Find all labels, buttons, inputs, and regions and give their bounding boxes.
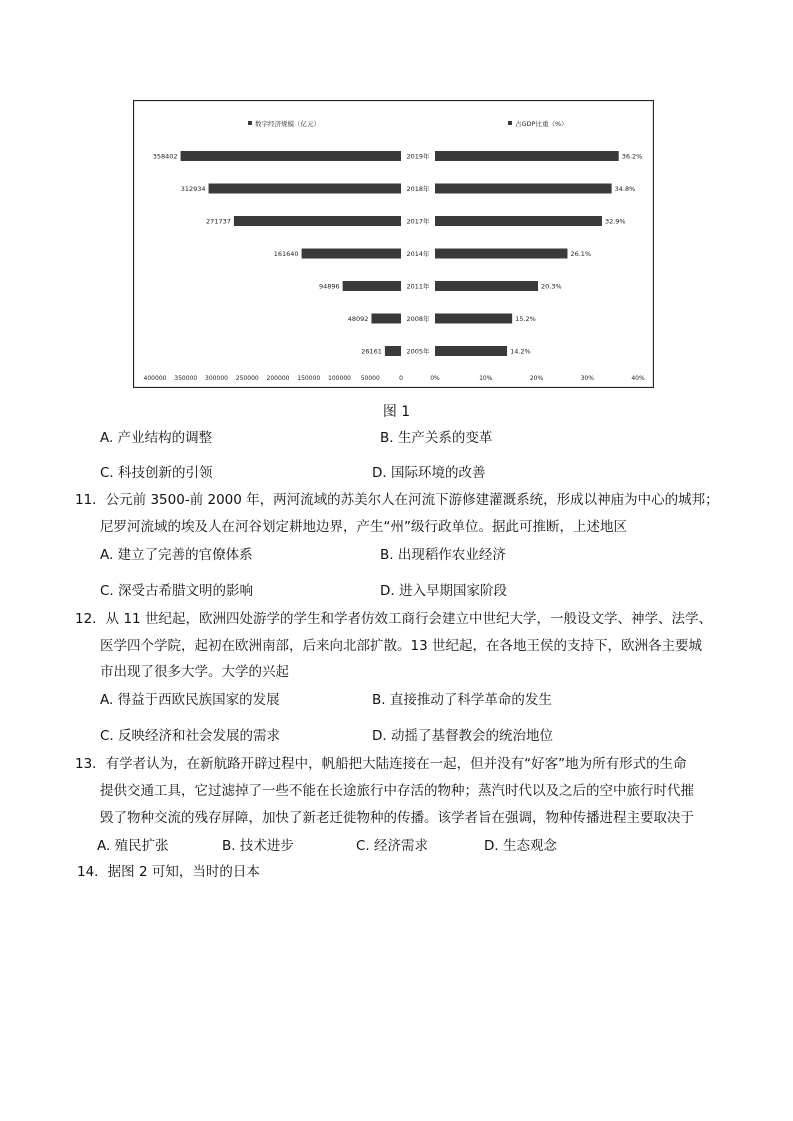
q13-stem-line3: 毁了物种交流的残存屏障，加快了新老迁徙物种的传播。该学者旨在强调，物种传播进程主要取决于 [100,810,694,826]
data-label-left: 271737 [206,217,231,226]
chart-canvas [133,100,654,388]
bar-digital-economy [385,346,401,356]
data-label-left: 358402 [152,152,178,161]
x-tick-label-left: 400000 [143,375,167,382]
q12-option-b[interactable]: B. 直接推动了科学革命的发生 [372,692,552,708]
x-tick-label-left: 150000 [297,375,321,382]
x-tick-label-left: 200000 [266,375,290,382]
x-tick-label-left: 0 [399,375,403,382]
q10-option-d[interactable]: D. 国际环境的改善 [372,465,486,481]
q11-option-d[interactable]: D. 进入早期国家阶段 [380,583,507,599]
q12-option-a[interactable]: A. 得益于西欧民族国家的发展 [100,692,280,708]
q13-option-c[interactable]: C. 经济需求 [356,838,429,854]
data-label-left: 161640 [273,250,299,258]
category-label: 2008年 [406,315,430,323]
x-tick-label-right: 20% [529,375,544,382]
category-label: 2017年 [406,217,430,226]
q13-stem-line2: 提供交通工具，它过滤掉了一些不能在长途旅行中存活的物种；蒸汽时代以及之后的空中旅行时代摧 [100,783,694,799]
data-label-right: 32.9% [604,217,626,226]
q14-stem-line1: 14．据图 2 可知，当时的日本 [77,864,260,880]
data-label-right: 20.3% [541,282,562,291]
q13-stem-line1: 13．有学者认为，在新航路开辟过程中，帆船把大陆连接在一起，但并没有“好客”地为所有形式的生命 [75,756,687,772]
category-label: 2005年 [406,347,430,356]
x-tick-label-left: 50000 [360,375,380,382]
x-tick-label-right: 40% [631,375,645,382]
figure-caption: 图 1 [382,404,411,420]
q10-option-c[interactable]: C. 科技创新的引领 [100,465,213,481]
x-tick-label-right: 0% [430,375,440,382]
bar-digital-economy [371,314,401,324]
figure-1-chart [133,100,654,388]
q12-stem-line2: 医学四个学院，起初在欧洲南部，后来向北部扩散。13 世纪起，在各地王侯的支持下，欧洲各主要城 [100,638,702,654]
bar-digital-economy [209,184,401,194]
data-label-right: 14.2% [510,347,531,356]
data-label-left: 26161 [361,347,382,356]
category-label: 2011年 [406,282,430,291]
q11-option-c[interactable]: C. 深受古希腊文明的影响 [100,583,254,599]
bar-gdp-share [435,346,507,356]
q12-stem-line3: 市出现了很多大学。大学的兴起 [100,664,289,680]
x-tick-label-left: 300000 [205,375,228,382]
q11-stem-line1: 11．公元前 3500-前 2000 年，两河流域的苏美尔人在河流下游修建灌溉系统，形成以神庙为中心的城邦； [75,492,719,508]
bar-gdp-share [435,151,619,161]
q12-option-d[interactable]: D. 动摇了基督教会的统治地位 [372,728,553,744]
legend-label-left: 数字经济规模（亿元） [255,120,320,128]
data-label-right: 36.2% [621,152,643,161]
data-label-right: 15.2% [515,315,536,323]
x-tick-label-left: 100000 [328,375,351,382]
bar-digital-economy [181,151,401,161]
bar-gdp-share [435,184,612,194]
data-label-left: 94896 [318,282,340,291]
q10-option-a[interactable]: A. 产业结构的调整 [100,430,213,446]
q11-stem-line2: 尼罗河流域的埃及人在河谷划定耕地边界，产生“州”级行政单位。据此可推断，上述地区 [100,519,627,535]
bar-gdp-share [435,216,602,226]
q10-option-b[interactable]: B. 生产关系的变革 [380,430,493,446]
legend-swatch-left [248,121,252,125]
bar-digital-economy [343,281,401,291]
q13-option-a[interactable]: A. 殖民扩张 [97,838,169,854]
q13-option-b[interactable]: B. 技术进步 [222,838,294,854]
bar-digital-economy [302,249,401,259]
legend-label-right: 占GDP比重（%） [515,120,568,128]
bar-digital-economy [234,216,401,226]
bar-gdp-share [435,281,538,291]
data-label-right: 26.1% [570,250,592,258]
category-label: 2018年 [406,185,430,193]
bar-gdp-share [435,249,567,259]
category-label: 2014年 [406,250,430,258]
category-label: 2019年 [406,152,430,161]
q11-option-b[interactable]: B. 出现稻作农业经济 [380,547,506,563]
x-tick-label-right: 30% [580,375,594,382]
q11-option-a[interactable]: A. 建立了完善的官僚体系 [100,547,253,563]
chart-frame [134,101,654,388]
q12-option-c[interactable]: C. 反映经济和社会发展的需求 [100,728,281,744]
bar-gdp-share [435,314,512,324]
q13-option-d[interactable]: D. 生态观念 [484,838,557,854]
q12-stem-line1: 12．从 11 世纪起，欧洲四处游学的学生和学者仿效工商行会建立中世纪大学，一般设文学、神学、法学、 [75,611,712,627]
legend-swatch-right [508,121,512,125]
data-label-right: 34.8% [614,185,636,193]
x-tick-label-left: 250000 [235,375,259,382]
data-label-left: 48092 [347,315,369,323]
x-tick-label-right: 10% [479,375,493,382]
data-label-left: 312934 [180,185,206,193]
x-tick-label-left: 350000 [174,375,198,382]
